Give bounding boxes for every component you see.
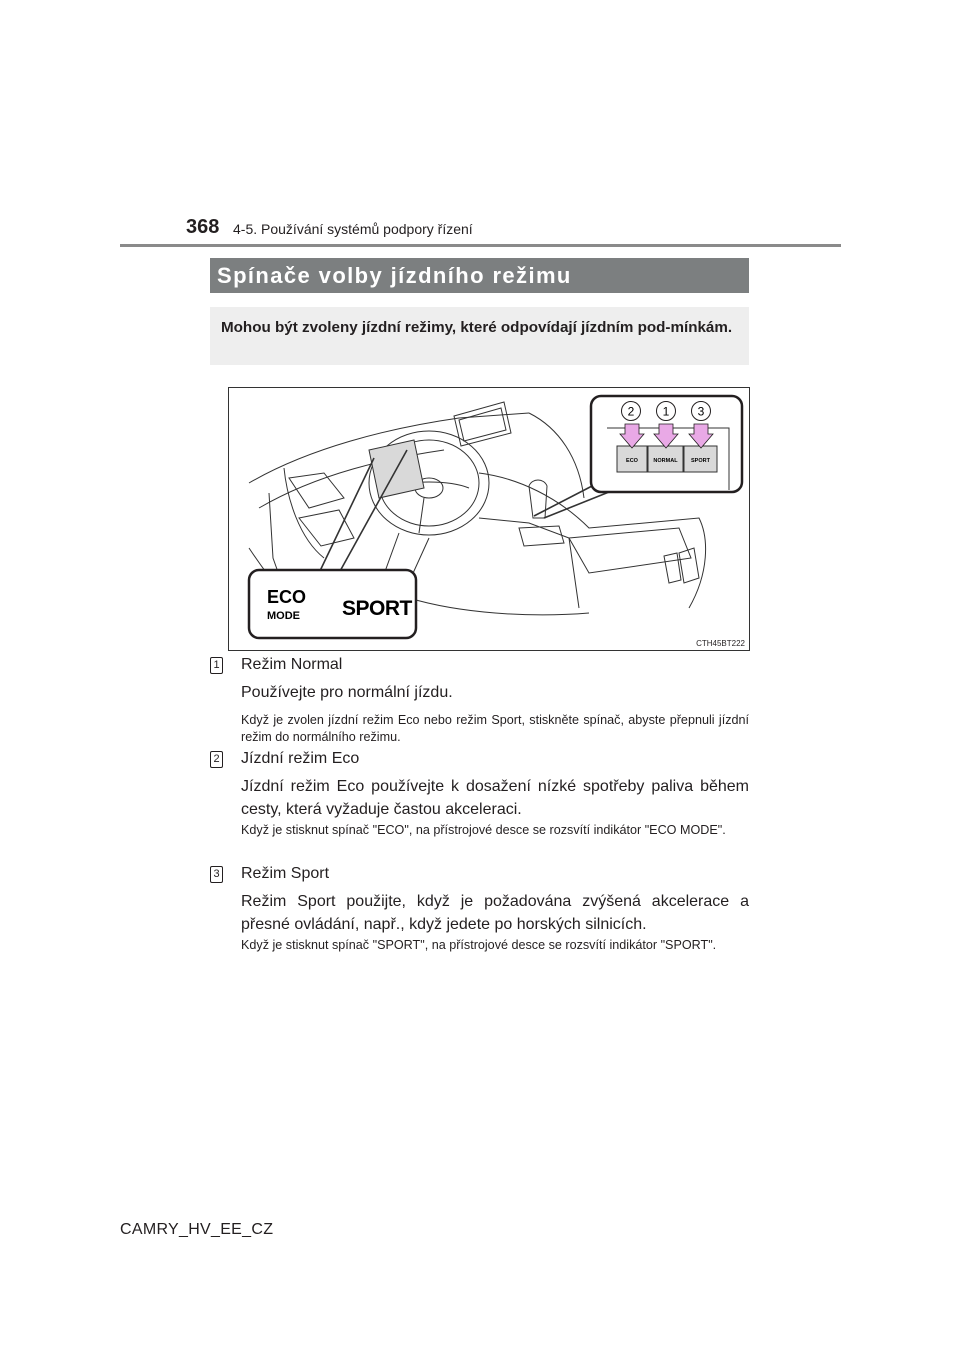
item-title: Režim Sport xyxy=(241,865,330,882)
item-body: Režim Sport použijte, když je požadována zvýšená akcelerace a přesné ovládání, např., když jedete po horských silnicích. xyxy=(241,893,749,933)
switch-label-normal: NORMAL xyxy=(653,458,678,464)
section-title: 4-5. Používání systémů podpory řízení xyxy=(233,221,473,237)
page-number: 368 xyxy=(186,216,220,238)
item-note: Když je zvolen jízdní režim Eco nebo režim Sport, stiskněte spínač, abyste přepnuli jízdní režim do normálního režimu. xyxy=(241,713,749,744)
indicator-eco: ECO xyxy=(267,587,307,607)
item-number: 2 xyxy=(210,751,223,768)
indicator-sport: SPORT xyxy=(342,597,412,620)
page-title: Spínače volby jízdního režimu xyxy=(210,258,749,293)
item-number: 3 xyxy=(210,866,223,883)
switch-label-sport: SPORT xyxy=(691,458,710,464)
switch-label-eco: ECO xyxy=(626,458,638,464)
figure xyxy=(228,387,750,651)
item-note: Když je stisknut spínač "ECO", na přístrojové desce se rozsvítí indikátor "ECO MODE". xyxy=(241,823,726,837)
item-title: Režim Normal xyxy=(241,656,343,673)
callout-3: 3 xyxy=(697,404,705,419)
callout-2: 2 xyxy=(627,404,635,419)
item-body: Používejte pro normální jízdu. xyxy=(241,684,453,701)
header-rule xyxy=(120,244,841,247)
callout-1: 1 xyxy=(662,404,670,419)
footer-code: CAMRY_HV_EE_CZ xyxy=(120,1221,274,1238)
figure-code: CTH45BT222 xyxy=(696,639,745,648)
dashboard-illustration xyxy=(229,388,749,650)
item-note: Když je stisknut spínač "SPORT", na přístrojové desce se rozsvítí indikátor "SPORT". xyxy=(241,938,717,952)
item-title: Jízdní režim Eco xyxy=(241,750,360,767)
item-number: 1 xyxy=(210,657,223,674)
intro-box: Mohou být zvoleny jízdní režimy, které odpovídají jízdním pod-mínkám. xyxy=(210,307,749,365)
indicator-mode: MODE xyxy=(267,610,300,622)
item-body: Jízdní režim Eco používejte k dosažení nízké spotřeby paliva během cesty, která vyžaduje častou akceleraci. xyxy=(241,778,749,818)
